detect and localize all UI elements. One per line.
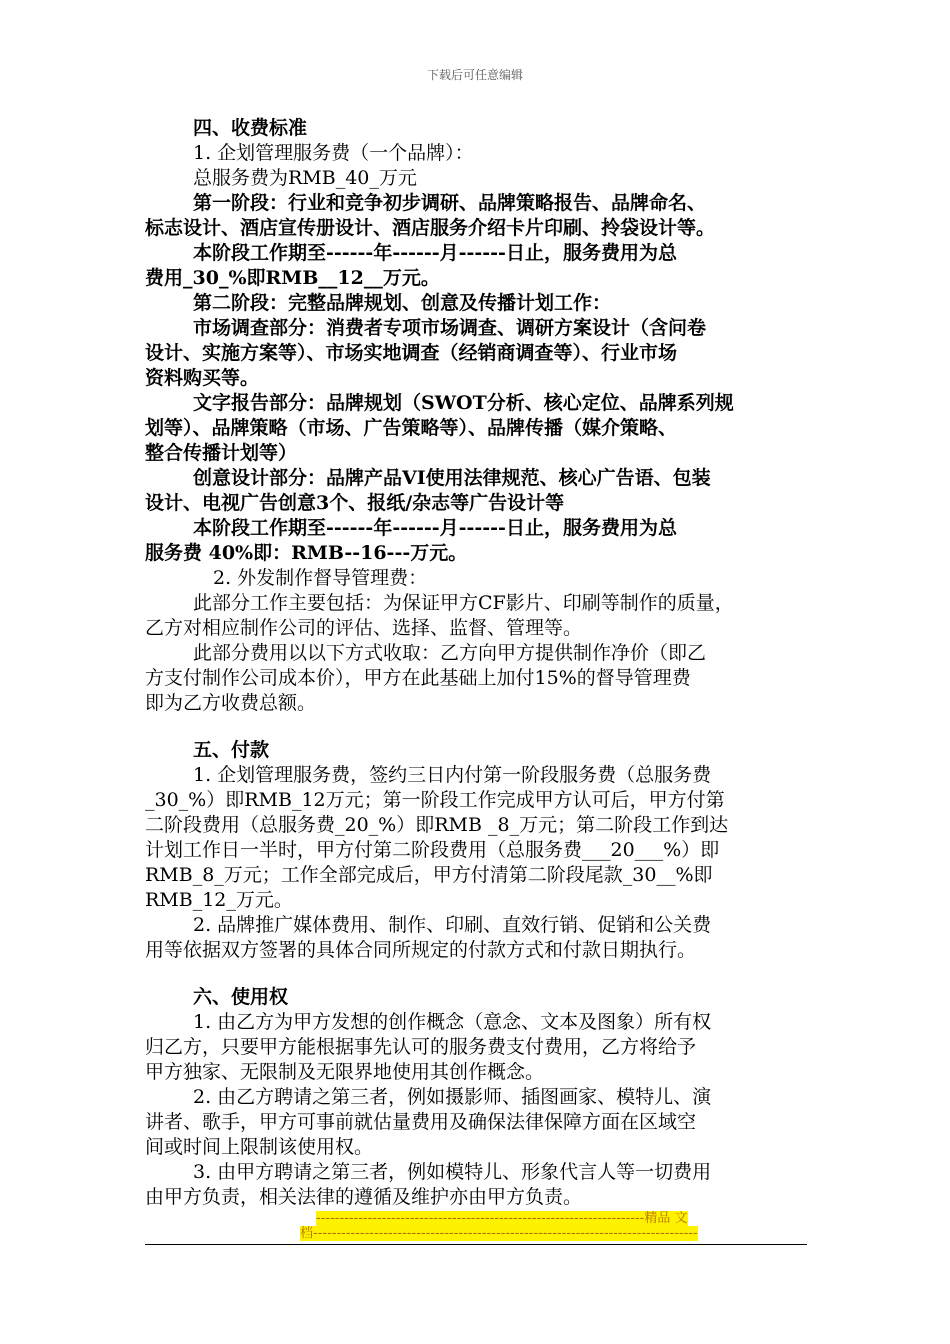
text-line: 第一阶段：行业和竞争初步调研、品牌策略报告、品牌命名、 — [193, 192, 707, 214]
text-line: 标志设计、酒店宣传册设计、酒店服务介绍卡片印刷、拎袋设计等。 — [145, 217, 716, 239]
text-line: 1. 企划管理服务费，签约三日内付第一阶段服务费（总服务费 — [193, 764, 712, 786]
text-line: 本阶段工作期至------年------月------日止，服务费用为总 — [193, 242, 677, 264]
text-line: 设计、实施方案等）、市场实地调查（经销商调查等）、行业市场 — [145, 342, 678, 364]
text-line: 由甲方负责，相关法律的遵循及维护亦由甲方负责。 — [145, 1186, 583, 1208]
text-line: RMB_8_万元；工作全部完成后，甲方付清第二阶段尾款_30__%即 — [145, 864, 713, 886]
section-gap — [145, 716, 810, 738]
text-line: 2. 由乙方聘请之第三者，例如摄影师、插图画家、模特儿、演 — [193, 1086, 712, 1108]
footer-rule — [145, 1244, 807, 1245]
text-line: _30_%）即RMB_12万元；第一阶段工作完成甲方认可后，甲方付第 — [145, 789, 725, 811]
section-gap — [145, 963, 810, 985]
text-line: 文字报告部分：品牌规划（SWOT分析、核心定位、品牌系列规 — [193, 392, 734, 414]
text-line: 六、使用权 — [193, 986, 289, 1008]
page-footer — [300, 1211, 698, 1241]
text-line: 创意设计部分：品牌产品VI使用法律规范、核心广告语、包装 — [193, 467, 711, 489]
text-line: 本阶段工作期至------年------月------日止，服务费用为总 — [193, 517, 677, 539]
text-line: 设计、电视广告创意3个、报纸/杂志等广告设计等 — [145, 492, 565, 514]
text-line: 间或时间上限制该使用权。 — [145, 1136, 374, 1158]
text-line: 即为乙方收费总额。 — [145, 692, 317, 714]
text-line: 整合传播计划等） — [145, 442, 298, 464]
text-line: 2. 外发制作督导管理费： — [213, 567, 428, 589]
text-line: 1. 企划管理服务费（一个品牌）： — [193, 142, 474, 164]
text-line: 资料购买等。 — [145, 367, 260, 389]
text-line: 市场调查部分：消费者专项市场调查、调研方案设计（含问卷 — [193, 317, 707, 339]
text-line: RMB_12_万元。 — [145, 889, 293, 911]
text-line: 1. 由乙方为甲方发想的创作概念（意念、文本及图象）所有权 — [193, 1011, 712, 1033]
page-header: 下载后可任意编辑 — [426, 68, 523, 82]
text-line: 计划工作日一半时，甲方付第二阶段费用（总服务费___20___%）即 — [145, 839, 720, 861]
text-line: 甲方独家、无限制及无限界地使用其创作概念。 — [145, 1061, 545, 1083]
text-line: 此部分费用以以下方式收取：乙方向甲方提供制作净价（即乙 — [193, 642, 707, 664]
text-line: 服务费 40%即：RMB--16---万元。 — [145, 542, 468, 564]
text-line: 3. 由甲方聘请之第三者，例如模特儿、形象代言人等一切费用 — [193, 1161, 712, 1183]
document-body — [145, 116, 810, 1210]
text-line: 第二阶段：完整品牌规划、创意及传播计划工作： — [193, 292, 612, 314]
footer-text-1: ----------------------------------------------------------------------精品 文 — [316, 1211, 688, 1226]
text-line: 归乙方，只要甲方能根据事先认可的服务费支付费用，乙方将给予 — [145, 1036, 697, 1058]
text-line: 总服务费为RMB_40_万元 — [193, 167, 417, 189]
text-line: 划等）、品牌策略（市场、广告策略等）、品牌传播（媒介策略、 — [145, 417, 678, 439]
text-line: 费用_30_%即RMB__12__万元。 — [145, 267, 440, 289]
text-line: 四、收费标准 — [193, 117, 308, 139]
footer-text-2: 档---------------------------------------------------------------------------------- — [300, 1226, 698, 1241]
footer-line-1 — [300, 1211, 688, 1226]
text-line: 此部分工作主要包括：为保证甲方CF影片、印刷等制作的质量， — [193, 592, 734, 614]
text-line: 二阶段费用（总服务费_20_%）即RMB _8_万元；第二阶段工作到达 — [145, 814, 729, 836]
text-line: 方支付制作公司成本价），甲方在此基础上加付15%的督导管理费 — [145, 667, 691, 689]
text-line: 用等依据双方签署的具体合同所规定的付款方式和付款日期执行。 — [145, 939, 697, 961]
text-line: 讲者、歌手，甲方可事前就估量费用及确保法律保障方面在区域空 — [145, 1111, 697, 1133]
footer-line-2 — [300, 1226, 698, 1241]
text-line: 五、付款 — [193, 739, 270, 761]
text-line: 2. 品牌推广媒体费用、制作、印刷、直效行销、促销和公关费 — [193, 914, 712, 936]
text-line: 乙方对相应制作公司的评估、选择、监督、管理等。 — [145, 617, 583, 639]
